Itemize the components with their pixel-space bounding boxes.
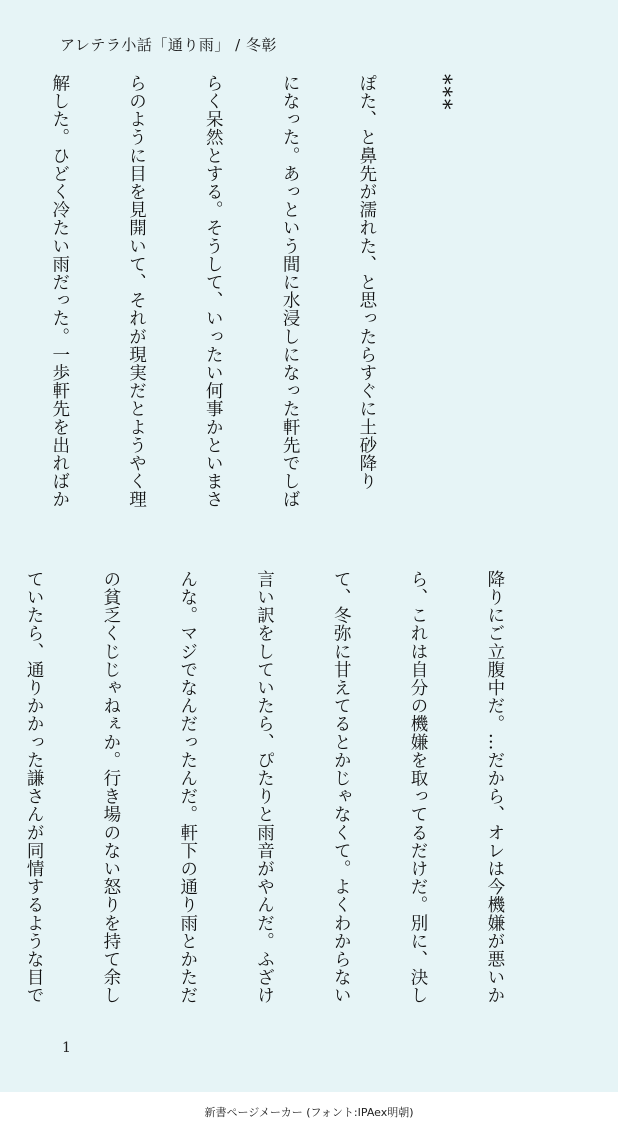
text-line: らく呆然とする。そうして、いったい何事かといまさ — [203, 74, 224, 509]
text-line: ていたら、通りかかった謙さんが同情するような目で — [24, 570, 45, 1005]
text-line: になった。あっという間に水浸しになった軒先でしば — [280, 74, 301, 509]
text-line: 解した。ひどく冷たい雨だった。一歩軒先を出ればか — [49, 74, 70, 509]
text-block-bottom — [0, 570, 558, 1020]
text-line: ら、これは自分の機嫌を取ってるだけだ。別に、決し — [408, 570, 429, 1005]
page-header: アレテラ小話「通り雨」 / 冬彰 — [60, 36, 277, 54]
text-line: らのように目を見開いて、それが現実だとようやく理 — [126, 74, 147, 509]
text-line: の貧乏くじじゃねぇか。行き場のない怒りを持て余し — [100, 570, 121, 1005]
text-line: て、冬弥に甘えてるとかじゃなくて。よくわからない — [331, 570, 352, 1005]
text-line: 降りにご立腹中だ。…だから、オレは今機嫌が悪いか — [484, 570, 505, 1005]
page-number: 1 — [62, 1040, 71, 1056]
section-divider: *** — [431, 74, 456, 112]
text-line: んな。マジでなんだったんだ。軒下の通り雨とかただ — [177, 570, 198, 1005]
text-block-top — [0, 74, 558, 524]
footer-credit: 新書ページメーカー (フォント:IPAex明朝) — [204, 1106, 414, 1119]
text-line: 言い訳をしていたら、ぴたりと雨音がやんだ。ふざけ — [254, 570, 275, 1005]
text-line: ぽた、と鼻先が濡れた、と思ったらすぐに土砂降り — [356, 74, 377, 491]
